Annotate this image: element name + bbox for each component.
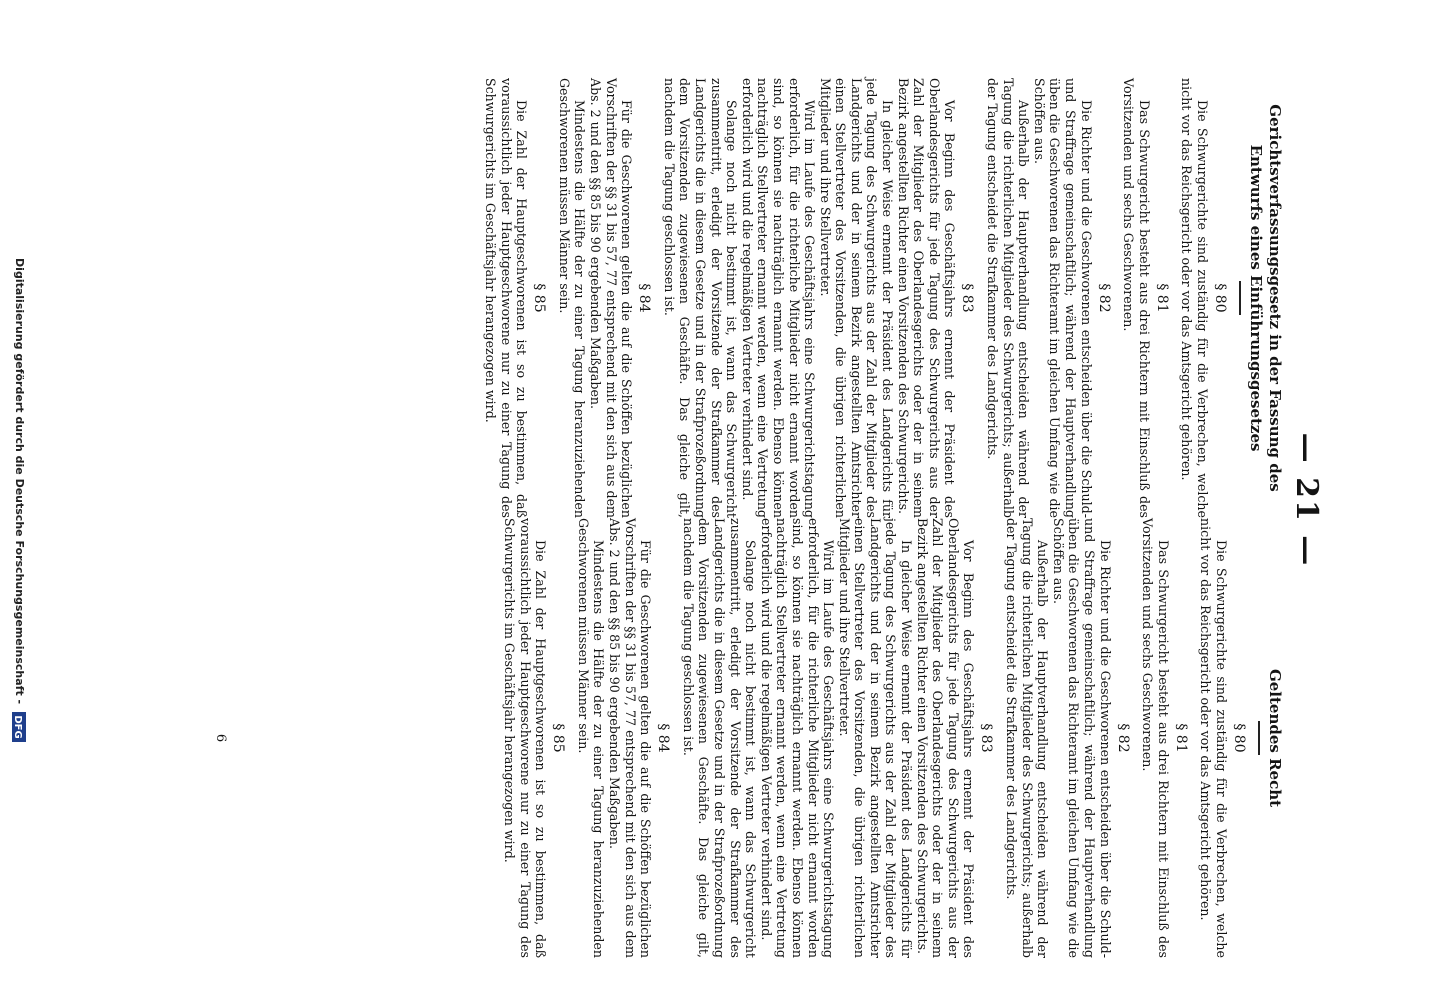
section-paragraph: Vor Beginn des Geschäftsjahrs ernennt der Präsident des Oberlandesgerichts für jede Tagung des Schwurgerichts aus der Zahl der Mitglieder des Oberlandesgerichts oder der in seinem Bezirk angestellten Richter einen Vorsitzenden des Schwurgerichts. [895, 78, 958, 518]
section [556, 78, 653, 518]
section-paragraph: In gleicher Weise ernennt der Präsident des Landgerichts für jede Tagung des Schwurgerichts aus der Zahl der Mitglieder des Landgerichts und der in seinem Bezirk angestellten Amtsrichter einen Stellvertreter des Vorsitzenden, die übrigen richterlichen Mitglieder und ihre Stellvertreter. [817, 78, 896, 518]
section-paragraph: Wird im Laufe des Geschäftsjahrs eine Schwurgerichtstagung erforderlich, für die richterliche Mitglieder nicht ernannt worden sind, so können sie nachträglich ernannt werden. Ebenso können nachträglich Stellvertreter ernannt werden, wenn eine Vertretung erforderlich wird und die regelmäßigen Vertreter verhindert sind. [758, 518, 837, 958]
section-paragraph: Die Schwurgerichte sind zuständig für die Verbrechen, welche nicht vor das Reichsgericht oder vor das Amtsgericht gehören. [1198, 518, 1229, 958]
section [1140, 518, 1190, 958]
section-paragraph: Solange noch nicht bestimmt ist, wann das Schwurgericht zusammentritt, erledigt der Vorsitzende der Strafkammer des Landgerichts die in diesem Gesetze und in der Strafprozeßordnung dem Vorsitzenden zugewiesenen Geschäfte. Das gleiche gilt, nachdem die Tagung geschlossen ist. [661, 78, 740, 518]
section-paragraph: Für die Geschworenen gelten die auf die Schöffen bezüglichen Vorschriften der §§ 31 bis 57, 77 entsprechend mit den sich aus dem Abs. 2 und den §§ 85 bis 90 ergebenden Maßgaben. [607, 518, 654, 958]
section-paragraph: Mindestens die Hälfte der zu einer Tagung heranzuziehenden Geschworenen müssen Männer sein. [575, 518, 607, 958]
section-paragraph: In gleicher Weise ernennt der Präsident des Landgerichts für jede Tagung des Schwurgerichts aus der Zahl der Mitglieder des Landgerichts und der in seinem Bezirk angestellten Amtsrichter einen Stellvertreter des Vorsitzenden, die übrigen richterlichen Mitglieder und ihre Stellvertreter. [836, 518, 915, 958]
section-heading: § 82 [1095, 283, 1112, 313]
section [501, 518, 567, 958]
section-paragraph: Die Richter und die Geschworenen entscheiden über die Schuld- und Straffrage gemeinschaftlich; während der Hauptverhandlung üben die Geschworenen das Richteramt im gleichen Umfang wie die Schöffen aus. [1050, 518, 1113, 958]
section-paragraph: Solange noch nicht bestimmt ist, wann das Schwurgericht zusammentritt, erledigt der Vorsitzende der Strafkammer des Landgerichts die in diesem Gesetze und in der Strafprozeßordnung dem Vorsitzenden zugewiesenen Geschäfte. Das gleiche gilt, nachdem die Tagung geschlossen ist. [680, 518, 759, 958]
section-paragraph: Vor Beginn des Geschäftsjahrs ernennt der Präsident des Oberlandesgerichts für jede Tagung des Schwurgerichts aus der Zahl der Mitglieder des Oberlandesgerichts oder der in seinem Bezirk angestellten Richter einen Vorsitzenden des Schwurgerichts. [914, 518, 977, 958]
page-number: — 21 — [1289, 432, 1324, 568]
section [984, 78, 1112, 518]
section-heading: § 85 [550, 723, 567, 753]
title-rule [1258, 721, 1260, 755]
title-rule [1239, 281, 1241, 315]
section-paragraph: Die Zahl der Hauptgeschworenen ist so zu bestimmen, daß voraussichtlich jeder Hauptgeschworene nur zu einer Tagung des Schwurgerichts im Geschäftsjahr herangezogen wird. [483, 78, 530, 518]
section-heading: § 80 [1212, 283, 1228, 313]
section [680, 518, 995, 958]
section-paragraph: Die Zahl der Hauptgeschworenen ist so zu bestimmen, daß voraussichtlich jeder Hauptgeschworene nur zu einer Tagung des Schwurgerichts im Geschäftsjahr herangezogen wird. [502, 518, 549, 958]
folio-mark: 6 [213, 733, 228, 743]
footer-credit [12, 0, 26, 1000]
section-heading: § 84 [655, 723, 672, 753]
section-paragraph: Für die Geschworenen gelten die auf die Schöffen bezüglichen Vorschriften der §§ 31 bis 57, 77 entsprechend mit den sich aus dem Abs. 2 und den §§ 85 bis 90 ergebenden Maßgaben. [588, 78, 635, 518]
dfg-logo-icon [12, 712, 26, 742]
footer-credit-text: Digitalisierung gefördert durch die Deutsche Forschungsgemeinschaft - [13, 258, 26, 705]
section [1179, 78, 1229, 518]
section [575, 518, 672, 958]
section [1121, 78, 1171, 518]
section-paragraph: Das Schwurgericht besteht aus drei Richtern mit Einschluß des Vorsitzenden und sechs Geschworenen. [1140, 518, 1171, 958]
left-column-title: Gerichtsverfassungsgesetz in der Fassung des Entwurfs eines Einführungsgesetzes [1247, 104, 1284, 492]
right-column-title: Geltendes Recht [1266, 668, 1284, 808]
section-paragraph: Das Schwurgericht besteht aus drei Richtern mit Einschluß des Vorsitzenden und sechs Geschworenen. [1121, 78, 1152, 518]
left-sections [482, 78, 1229, 518]
right-column [501, 518, 1284, 958]
section-heading: § 80 [1231, 723, 1247, 753]
section-heading: § 82 [1114, 723, 1131, 753]
section [661, 78, 976, 518]
dfg-logo-text: DFG [12, 715, 23, 739]
section [1198, 518, 1248, 958]
section-paragraph: Die Schwurgerichte sind zuständig für die Verbrechen, welche nicht vor das Reichsgericht oder vor das Amtsgericht gehören. [1179, 78, 1210, 518]
section-heading: § 85 [531, 283, 548, 313]
section-paragraph: Außerhalb der Hauptverhandlung entscheiden während der Tagung die richterlichen Mitglieder des Schwurgerichts; außerhalb der Tagung entscheidet die Strafkammer des Landgerichts. [985, 78, 1032, 518]
section-heading: § 83 [959, 283, 976, 313]
section-heading: § 83 [978, 723, 995, 753]
section-paragraph: Außerhalb der Hauptverhandlung entscheiden während der Tagung die richterlichen Mitglieder des Schwurgerichts; außerhalb der Tagung entscheidet die Strafkammer des Landgerichts. [1004, 518, 1051, 958]
left-column [482, 78, 1284, 518]
section-heading: § 84 [636, 283, 653, 313]
section-heading: § 81 [1172, 723, 1189, 753]
section-paragraph: Mindestens die Hälfte der zu einer Tagung heranzuziehenden Geschworenen müssen Männer sein. [556, 78, 588, 518]
right-sections [501, 518, 1248, 958]
section [482, 78, 548, 518]
section-heading: § 81 [1153, 283, 1170, 313]
section-paragraph: Wird im Laufe des Geschäftsjahrs eine Schwurgerichtstagung erforderlich, für die richterliche Mitglieder nicht ernannt worden sind, so können sie nachträglich ernannt werden. Ebenso können nachträglich Stellvertreter ernannt werden, wenn eine Vertretung erforderlich wird und die regelmäßigen Vertreter verhindert sind. [739, 78, 818, 518]
section-paragraph: Die Richter und die Geschworenen entscheiden über die Schuld- und Straffrage gemeinschaftlich; während der Hauptverhandlung üben die Geschworenen das Richteramt im gleichen Umfang wie die Schöffen aus. [1031, 78, 1094, 518]
section [1003, 518, 1131, 958]
